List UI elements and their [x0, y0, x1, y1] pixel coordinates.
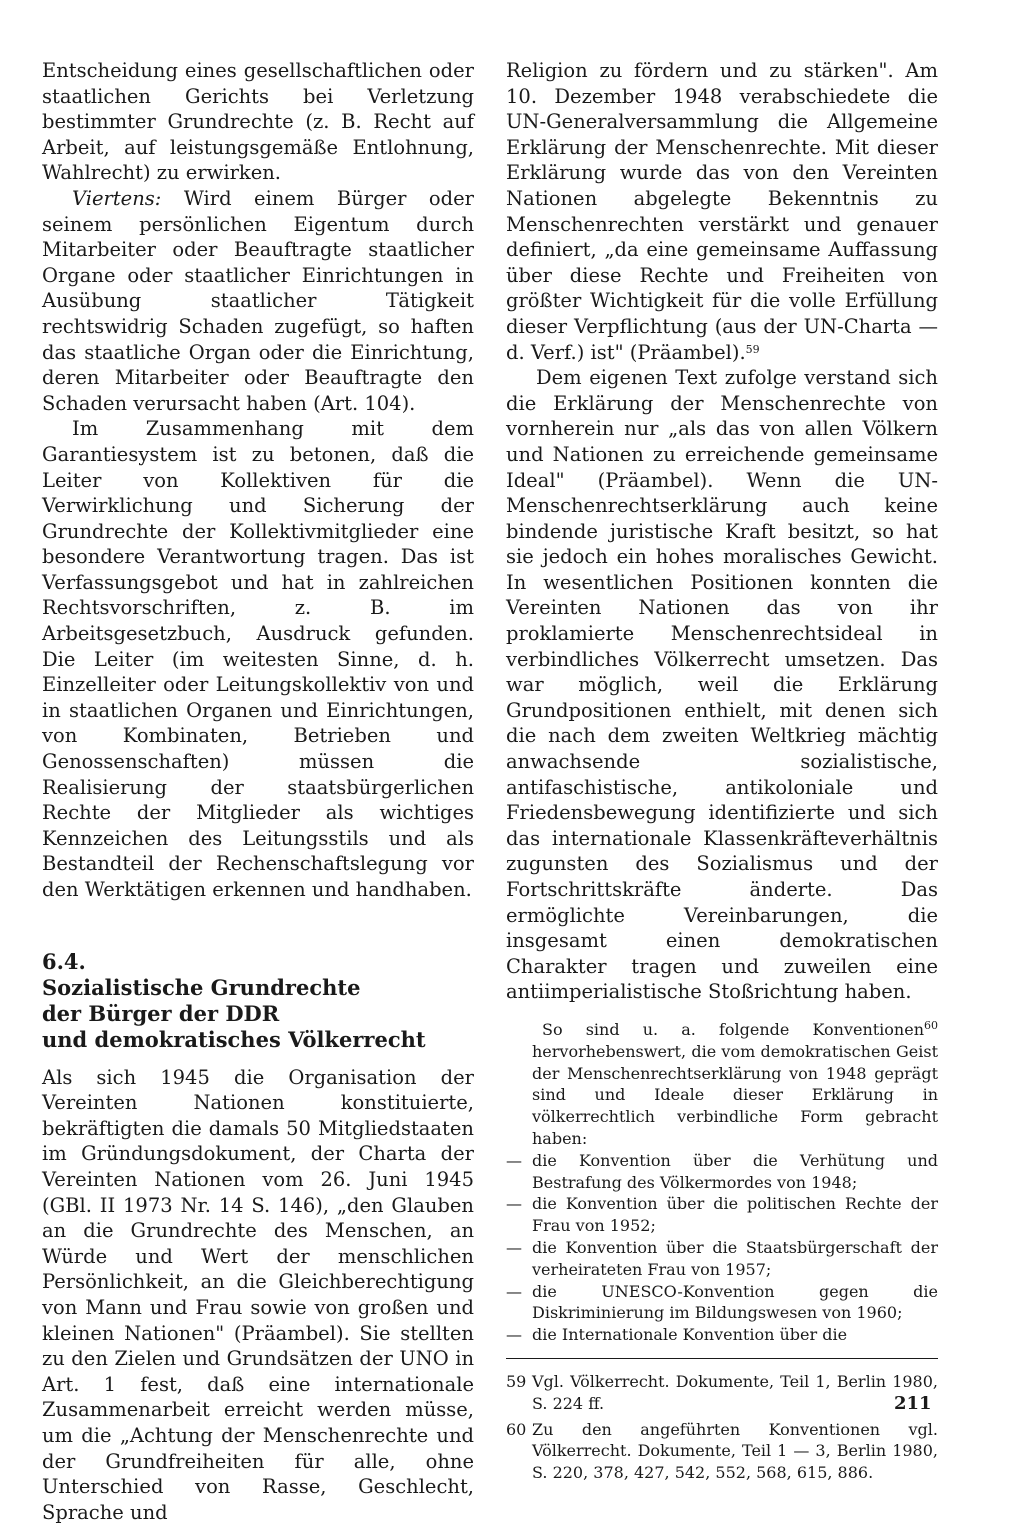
footnote — [506, 1419, 938, 1484]
paragraph: Dem eigenen Text zufolge verstand sich die Erklärung der Menschenrechte von vornherein nur „als das von allen Völkern und Nationen zu erreichende gemeinsame Ideal" (Präambel). Wenn die UN-Menschenrechtserklärung auch keine bindende juristische Kraft besitzt, so hat sie jedoch ein hohes moralisches Gewicht. In wesentlichen Positionen konnten die Vereinten Nationen das von ihr proklamierte Menschenrechtsideal in verbindliches Völkerrecht umsetzen. Das war möglich, weil die Erklärung Grundpositionen enthielt, mit denen sich die nach dem zweiten Weltkrieg mächtig anwachsende sozialistische, antifaschistische, antikoloniale und Friedensbewegung identifizierte und sich das internationale Klassenkräfteverhältnis zugunsten des Sozialismus und der Fortschrittskräfte änderte. Das ermöglichte Vereinbarungen, die insgesamt einen demokratischen Charakter tragen und zuweilen eine antiimperialistische Stoßrichtung haben. — [506, 366, 938, 1004]
page-number: 211 — [894, 1393, 932, 1414]
footnote-number: 60 — [506, 1419, 527, 1439]
list-item — [506, 1150, 938, 1194]
paragraph-text: Wird einem Bürger oder seinem persönlichen Eigentum durch Mitarbeiter oder Beauftragte staatlicher Organe oder staatlicher Einrichtungen in Ausübung staatlicher Tätigkeit rechtswidrig Schaden zugefügt, so haften das staatliche Organ oder die Einrichtung, deren Mitarbeiter oder Beauftragte den Schaden verursacht haben (Art. 104). — [42, 186, 474, 415]
dash-marker: — — [506, 1325, 522, 1345]
footnote — [506, 1371, 938, 1415]
footnote-text: Vgl. Völkerrecht. Dokumente, Teil 1, Berlin 1980, S. 224 ff. — [532, 1371, 938, 1413]
section-heading — [42, 949, 474, 1053]
list-item-text: die UNESCO-Konvention gegen die Diskriminierung im Bildungswesen von 1960; — [532, 1281, 938, 1323]
paragraph — [42, 186, 474, 416]
section-title-line: der Bürger der DDR — [42, 1000, 280, 1026]
dash-marker: — — [506, 1281, 522, 1301]
footnote-ref[interactable]: 59 — [745, 342, 760, 356]
small-paragraph-text: So sind u. a. folgende Konventionen — [542, 1019, 924, 1039]
section-title-line: und demokratisches Völkerrecht — [42, 1026, 426, 1052]
list-item — [506, 1237, 938, 1281]
list-item-text: die Konvention über die Staatsbürgerschaft der verheirateten Frau von 1957; — [532, 1237, 938, 1279]
paragraph: Im Zusammenhang mit dem Garantiesystem ist zu betonen, daß die Leiter von Kollektiven für die Verwirklichung und Sicherung der Grundrechte der Kollektivmitglieder eine besondere Verantwortung tragen. Das ist Verfassungsgebot und hat in zahlreichen Rechtsvorschriften, z. B. im Arbeitsgesetzbuch, Ausdruck gefunden. Die Leiter (im weitesten Sinne, d. h. Einzelleiter oder Leitungskollektiv von und in staatlichen Organen und Einrichtungen, von Kombinaten, Betrieben und Genossenschaften) müssen die Realisierung der staatsbürgerlichen Rechte der Mitglieder als wichtiges Kennzeichen des Leitungsstils und als Bestandteil der Rechenschaftslegung vor den Werktätigen erkennen und handhaben. — [42, 417, 474, 901]
paragraph-text: Religion zu fördern und zu stärken". Am 10. Dezember 1948 verabschiedete die UN-Generalversammlung die Allgemeine Erklärung der Menschenrechte. Mit dieser Erklärung wurde das von den Vereinten Nationen abgelegte Bekenntnis zu Menschenrechten verstärkt und genauer definiert, „da eine gemeinsame Auffassung über diese Rechte und Freiheiten von größter Wichtigkeit für die volle Erfüllung dieser Verpflichtung (aus der UN-Charta — d. Verf.) ist" (Präambel). — [506, 59, 938, 364]
dash-marker: — — [506, 1194, 522, 1214]
paragraph-lead: Viertens: — [72, 186, 162, 210]
paragraph — [506, 58, 938, 365]
small-paragraph-text: hervorhebenswert, die vom demokratischen Geist der Menschenrechtserklärung von 1948 geprägt sind und Ideale dieser Erklärung in völkerrechtlich verbindliche Form gebracht haben: — [532, 1041, 938, 1148]
list-item — [506, 1193, 938, 1237]
convention-list — [506, 1150, 938, 1346]
right-column — [506, 58, 938, 1488]
list-item-text: die Konvention über die politischen Rechte der Frau von 1952; — [532, 1194, 938, 1236]
list-item-text: die Konvention über die Verhütung und Bestrafung des Völkermordes von 1948; — [532, 1150, 938, 1192]
dash-marker: — — [506, 1237, 522, 1257]
list-item-text: die Internationale Konvention über die — [532, 1325, 848, 1345]
section-title-line: Sozialistische Grundrechte — [42, 974, 361, 1000]
footnote-text: Zu den angeführten Konventionen vgl. Völkerrecht. Dokumente, Teil 1 — 3, Berlin 1980, S. 220, 378, 427, 542, 552, 568, 615, 886. — [532, 1419, 938, 1483]
dash-marker: — — [506, 1150, 522, 1170]
list-item — [506, 1324, 938, 1346]
list-item — [506, 1281, 938, 1325]
footnote-number: 59 — [506, 1371, 527, 1391]
footnote-ref[interactable]: 60 — [924, 1018, 938, 1032]
section-number: 6.4. — [42, 948, 86, 974]
small-paragraph — [506, 1019, 938, 1150]
paragraph: Entscheidung eines gesellschaftlichen oder staatlichen Gerichts bei Verletzung bestimmter Grundrechte (z. B. Recht auf Arbeit, auf leistungsgemäße Entlohnung, Wahlrecht) zu erwirken. — [42, 59, 474, 185]
footnote-divider — [506, 1358, 938, 1359]
left-column — [42, 58, 474, 1525]
paragraph: Als sich 1945 die Organisation der Vereinten Nationen konstituierte, bekräftigten die damals 50 Mitgliedstaaten im Gründungsdokument, der Charta der Vereinten Nationen vom 26. Juni 1945 (GBl. II 1973 Nr. 14 S. 146), „den Glauben an die Grundrechte des Menschen, an Würde und Wert der menschlichen Persönlichkeit, an die Gleichberechtigung von Mann und Frau sowie von großen und kleinen Nationen" (Präambel). Sie stellten zu den Zielen und Grundsätzen der UNO in Art. 1 fest, daß eine internationale Zusammenarbeit erreicht werden müsse, um die „Achtung der Menschenrechte und der Grundfreiheiten für alle, ohne Unterschied von Rasse, Geschlecht, Sprache und — [42, 1065, 474, 1524]
